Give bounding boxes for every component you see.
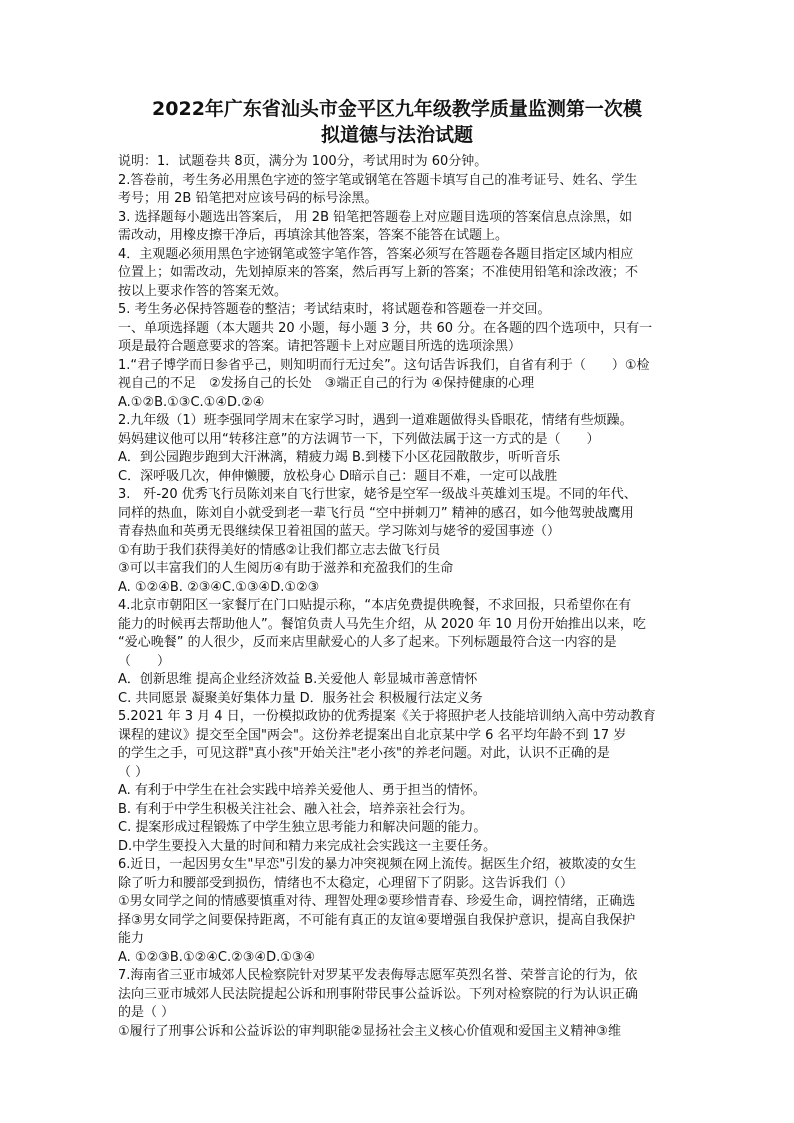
text-line: 视自己的不足 ②发扬自己的长处 ③端正自己的行为 ④保持健康的心理 bbox=[118, 376, 535, 391]
text-line: 考号；用 2B 铅笔把对应该号码的标号涂黑。 bbox=[118, 191, 378, 206]
text-line: ①履行了刑事公诉和公益诉讼的审判职能②显扬社会主义核心价值观和爱国主义精神③维 bbox=[118, 1023, 621, 1039]
text-line: 按以上要求作答的答案无效。 bbox=[118, 283, 288, 299]
text-line: 需改动，用橡皮擦干净后，再填涂其他答案，答案不能答在试题上。 bbox=[118, 228, 509, 243]
text-line: A．到公园跑步跑到大汗淋漓，精疲力竭 B.到楼下小区花园散散步，听听音乐 bbox=[118, 450, 561, 465]
text-line: 一、单项选择题（本大题共 20 小题，每小题 3 分，共 60 分。在各题的四个选项中，只有一 bbox=[118, 320, 653, 336]
text-line: 的是（ ） bbox=[118, 1005, 175, 1020]
text-line: A．创新思维 提高企业经济效益 B.关爱他人 彰显城市善意情怀 bbox=[118, 672, 478, 687]
text-line: 7.海南省三亚市城郊人民检察院针对罗某平发表侮辱志愿军英烈名誉、荣誉言论的行为，依 bbox=[118, 968, 638, 983]
text-line: 能力 bbox=[118, 931, 145, 946]
exam-title-line-1: 2022年广东省汕头市金平区九年级教学质量监测第一次模 bbox=[152, 98, 642, 120]
text-line: 5. 考生务必保持答题卷的整洁；考试结束时，将试题卷和答题卷一并交回。 bbox=[118, 302, 551, 317]
text-line: 5.2021 年 3 月 4 日，一份模拟政协的优秀提案《关于将照护老人技能培训纳入高中劳动教育 bbox=[118, 709, 656, 724]
text-line: 青春热血和英勇无畏继续保卫着祖国的蓝天。学习陈刘与姥爷的爱国事迹（） bbox=[118, 524, 561, 539]
text-line: 同样的热血，陈刘自小就受到老一辈飞行员 “空中拼刺刀” 精神的感召，如今他驾驶战鹰用 bbox=[118, 505, 634, 521]
text-line: B. 有利于中学生积极关注社会、融入社会，培养亲社会行为。 bbox=[118, 801, 474, 817]
text-line: 位置上；如需改动，先划掉原来的答案，然后再写上新的答案；不准使用铅笔和涂改液；不 bbox=[118, 265, 639, 280]
text-line: （ ） bbox=[118, 764, 149, 780]
text-line: 2.九年级（1）班李强同学周末在家学习时，遇到一道难题做得头昏眼花，情绪有些烦躁。 bbox=[118, 413, 633, 428]
text-line: 除了听力和腰部受到损伤，情绪也不太稳定，心理留下了阴影。这告诉我们（） bbox=[118, 875, 574, 891]
text-line: 的学生之手，可见这群"真小孩"开始关注"老小孩"的养老问题。对此，认识不正确的是 bbox=[118, 746, 610, 761]
text-line: ①有助于我们获得美好的情感②让我们都立志去做飞行员 bbox=[118, 542, 441, 558]
text-line: 4.北京市朝阳区一家餐厅在门口贴提示称，“本店免费提供晚餐，不求回报，只希望你在有 bbox=[118, 598, 632, 613]
text-line: 妈妈建议他可以用“转移注意”的方法调节一下，下列做法属于这一方式的是（ ） bbox=[118, 431, 600, 447]
text-line: C. 提案形成过程锻炼了中学生独立思考能力和解决问题的能力。 bbox=[118, 820, 487, 835]
exam-body bbox=[118, 153, 680, 1041]
text-line: 1.“君子博学而日参省乎己，则知明而行无过矣”。这句话告诉我们，自省有利于（ ）①检 bbox=[118, 357, 650, 373]
text-line: 择③男女同学之间要保持距离，不可能有真正的友谊④要增强自我保护意识，提高自我保护 bbox=[118, 912, 636, 928]
exam-title-line-2: 拟道德与法治试题 bbox=[320, 124, 473, 146]
text-line: A. ①②③B.①②④C.②③④D.①③④ bbox=[118, 949, 316, 965]
text-line: 法向三亚市城郊人民法院提起公诉和刑事附带民事公益诉讼。下列对检察院的行为认识正确 bbox=[118, 986, 639, 1002]
text-line: 3. 选择题每小题选出答案后， 用 2B 铅笔把答题卷上对应题目选项的答案信息点涂黑，如 bbox=[118, 209, 633, 225]
text-line: 2.答卷前，考生务必用黑色字迹的签字笔或钢笔在答题卡填写自己的准考证号、姓名、学生 bbox=[118, 172, 638, 188]
text-line: A. 有利于中学生在社会实践中培养关爱他人、勇于担当的情怀。 bbox=[118, 783, 486, 798]
text-line: ③可以丰富我们的人生阅历④有助于滋养和充盈我们的生命 bbox=[118, 561, 454, 576]
text-line: D.中学生要投入大量的时间和精力来完成社会实践这一主要任务。 bbox=[118, 838, 497, 854]
text-line: A.①②B.①③C.①④D.②④ bbox=[118, 394, 265, 410]
text-line: C. 共同愿景 凝聚美好集体力量 D．服务社会 积极履行法定义务 bbox=[118, 690, 483, 706]
text-line: 4．主观题必须用黑色字迹钢笔或签字笔作答，答案必须写在答题卷各题目指定区域内相应 bbox=[118, 246, 634, 262]
text-line: ①男女同学之间的情感要慎重对待、理智处理②要珍惜青春、珍爱生命，调控情绪，正确选 bbox=[118, 894, 636, 909]
text-line: C．深呼吸几次，伸伸懒腰，放松身心 D暗示自己：题目不难，一定可以战胜 bbox=[118, 468, 558, 484]
text-line: （ ） bbox=[118, 653, 171, 669]
text-line: A. ①②④B. ②③④C.①③④D.①②③ bbox=[118, 579, 320, 595]
text-line: 3. 歼-20 优秀飞行员陈刘来自飞行世家，姥爷是空军一级战斗英雄刘玉堤。不同的年代、 bbox=[118, 487, 637, 502]
text-line: “爱心晚餐” 的人很少，反而来店里献爱心的人多了起来。下列标题最符合这一内容的是 bbox=[118, 635, 617, 650]
text-line: 说明：1．试题卷共 8页，满分为 100分，考试用时为 60分钟。 bbox=[118, 154, 488, 169]
text-line: 6.近日，一起因男女生"早恋"引发的暴力冲突视频在网上流传。据医生介绍，被欺凌的女生 bbox=[118, 857, 637, 872]
text-line: 能力的时候再去帮助他人”。餐馆负责人马先生介绍，从 2020 年 10 月份开始推出以来，吃 bbox=[118, 616, 646, 632]
exam-title bbox=[110, 96, 684, 148]
text-line: 课程的建议》提交至全国"两会"。这份养老提案出自北京某中学 6 名平均年龄不到 17 岁 bbox=[118, 727, 627, 743]
text-line: 项是最符合题意要求的答案。请把答题卡上对应题目所选的选项涂黑） bbox=[118, 339, 522, 354]
